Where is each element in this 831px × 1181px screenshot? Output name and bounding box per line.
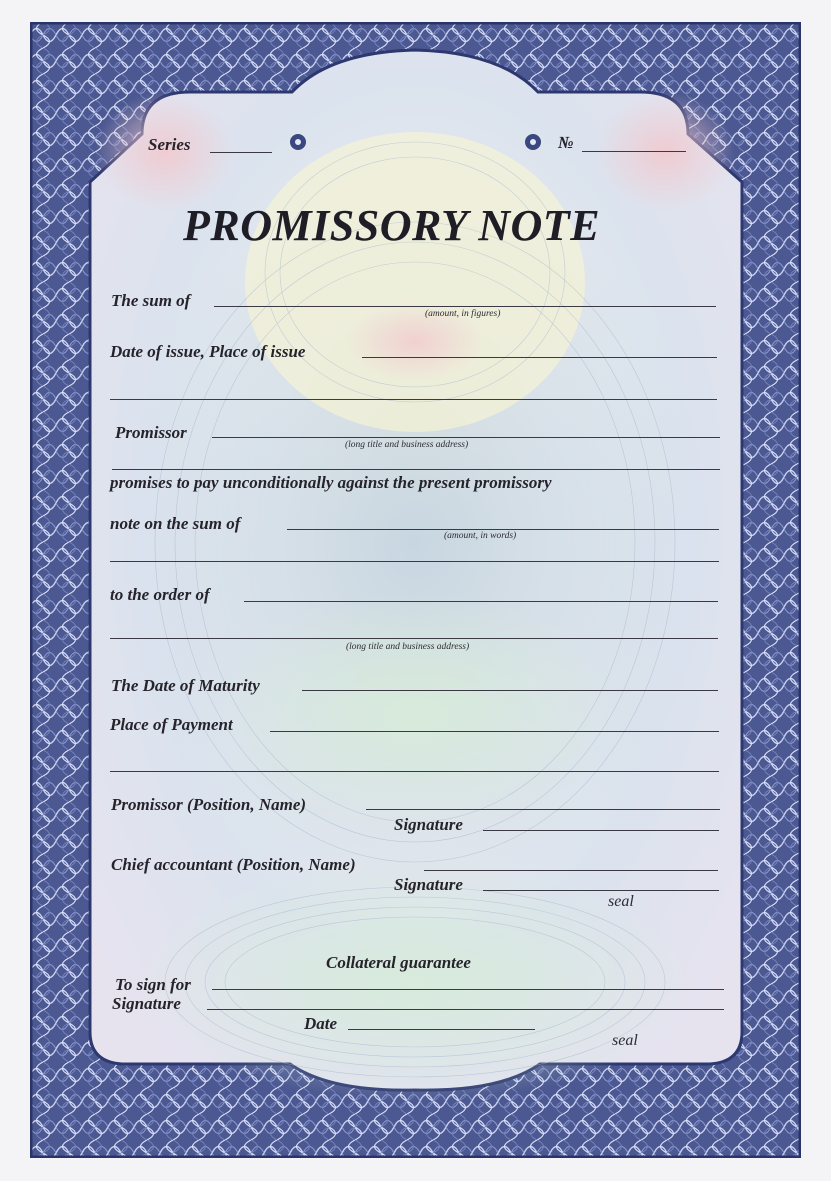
- signature-1-label: Signature: [394, 815, 463, 834]
- guarantee-date-field[interactable]: [348, 1029, 535, 1030]
- chief-accountant-label: Chief accountant (Position, Name): [111, 855, 356, 874]
- order-of-field-2[interactable]: [110, 638, 718, 639]
- guarantee-date-label: Date: [304, 1014, 338, 1033]
- note-sum-label: note on the sum of: [110, 514, 241, 533]
- promise-text: promises to pay unconditionally against the present promissory: [110, 473, 552, 492]
- promissor-hint: (long title and business address): [345, 440, 469, 450]
- maturity-label: The Date of Maturity: [111, 676, 260, 695]
- promissor-field-2[interactable]: [112, 469, 720, 470]
- order-hint: (long title and business address): [346, 642, 470, 652]
- chief-accountant-field[interactable]: [424, 870, 718, 871]
- promissor-field[interactable]: [212, 437, 720, 438]
- date-place-field[interactable]: [362, 357, 717, 358]
- number-field[interactable]: [582, 151, 686, 152]
- promissor-label: Promissor: [115, 423, 187, 442]
- guarantee-signature-label: Signature: [112, 994, 181, 1013]
- place-payment-field[interactable]: [270, 731, 719, 732]
- note-sum-hint: (amount, in words): [444, 531, 517, 541]
- sum-of-label: The sum of: [111, 291, 191, 310]
- document-title: PROMISSORY NOTE: [183, 201, 601, 250]
- sum-of-field[interactable]: [214, 306, 716, 307]
- place-payment-label: Place of Payment: [110, 715, 233, 734]
- guarantee-heading: Collateral guarantee: [326, 953, 471, 972]
- guarantee-signature-field[interactable]: [207, 1009, 724, 1010]
- order-of-field[interactable]: [244, 601, 718, 602]
- date-place-label: Date of issue, Place of issue: [110, 342, 306, 361]
- seal-1-label: seal: [608, 893, 634, 910]
- signature-2-field[interactable]: [483, 890, 719, 891]
- signature-1-field[interactable]: [483, 830, 719, 831]
- order-of-label: to the order of: [110, 585, 210, 604]
- signature-2-label: Signature: [394, 875, 463, 894]
- to-sign-for-field[interactable]: [212, 989, 724, 990]
- date-place-field-2[interactable]: [110, 399, 717, 400]
- promissor-position-field[interactable]: [366, 809, 720, 810]
- note-sum-field[interactable]: [287, 529, 719, 530]
- place-payment-field-2[interactable]: [110, 771, 719, 772]
- maturity-field[interactable]: [302, 690, 718, 691]
- promissor-position-label: Promissor (Position, Name): [111, 795, 307, 814]
- number-label: №: [558, 133, 574, 152]
- series-label: Series: [148, 135, 191, 154]
- note-sum-field-2[interactable]: [110, 561, 719, 562]
- sum-hint: (amount, in figures): [425, 309, 501, 319]
- series-field[interactable]: [210, 152, 272, 153]
- to-sign-for-label: To sign for: [115, 975, 191, 994]
- seal-2-label: seal: [612, 1032, 638, 1049]
